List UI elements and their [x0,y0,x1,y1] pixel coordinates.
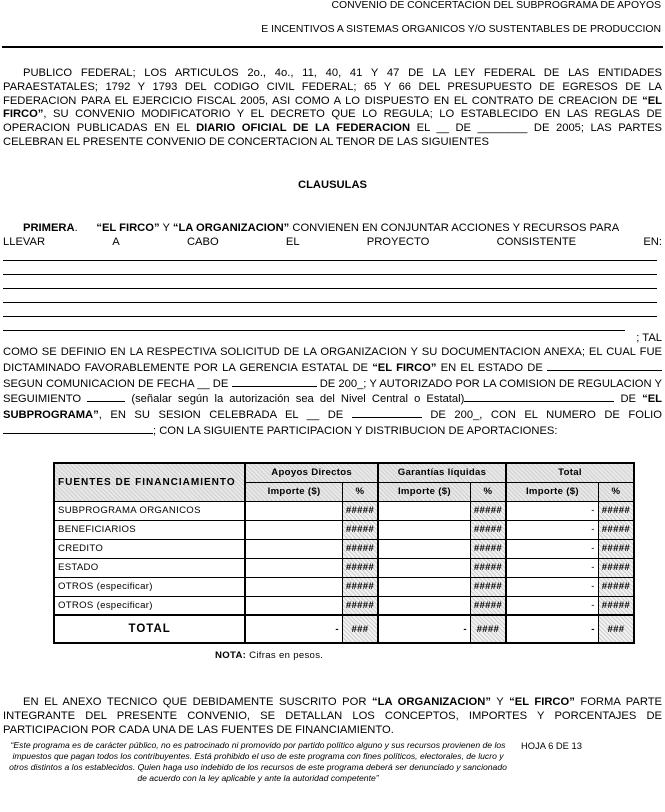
subheader-pct: % [598,482,634,501]
table-row [54,520,634,539]
anexo-paragraph: EN EL ANEXO TECNICO QUE DEBIDAMENTE SUSCRITO POR “LA ORGANIZACION” Y “EL FIRCO” FORMA PARTE INTEGRANTE DEL PRESENTE CONVENIO, SE DETALLAN LOS CONCEPTOS, IMPORTES Y PORCENTAJES DE PARTICIPACION POR CADA UNA DE LAS FUENTES DE FINANCIAMIENTO. [3,696,663,736]
apoyos-pct-cell: ##### [342,539,378,558]
row-label: CREDITO [54,539,245,558]
total-pct-cell: ##### [598,596,634,615]
blank-line[interactable] [3,316,657,317]
table-row [54,596,634,615]
comision-blank[interactable] [87,391,125,402]
table-row [54,539,634,558]
blank-line[interactable] [3,260,657,261]
garantias-pct-cell: ##### [470,558,506,577]
table-row [54,501,634,520]
table-row [54,558,634,577]
subheader-importe: Importe ($) [506,482,598,501]
row-label: SUBPROGRAMA ORGANICOS [54,501,245,520]
tal-text: ; TAL [636,332,662,344]
table-note: NOTA: Cifras en pesos. [215,650,324,661]
total-pct-cell: ##### [598,501,634,520]
apoyos-pct-cell: ##### [342,577,378,596]
blank-line[interactable] [3,274,657,275]
apoyos-importe-cell[interactable] [245,501,342,520]
mes-sesion-blank[interactable] [352,407,422,418]
total-pct-cell: ##### [598,520,634,539]
estado-blank[interactable] [547,360,662,371]
garantias-pct-cell: ##### [470,520,506,539]
dictamen-paragraph: COMO SE DEFINIO EN LA RESPECTIVA SOLICITUD DE LA ORGANIZACION Y SU DOCUMENTACION ANEXA; EL CUAL FUE DICTAMINADO FAVORABLEMENTE POR LA GERENCIA ESTATAL DE “EL FIRCO” EN EL ESTADO DE SEGUN COMUNICACION DE FECHA __ DE DE 200_; Y AUTORIZADO POR LA COMISION DE REGULACION Y SEGUIMIENTO (señalar según la autorización sea del Nivel Central o Estatal) DE “EL SUBPROGRAMA”, EN SU SESION CELEBRADA EL __ DE DE 200_, CON EL NUMERO DE FOLIO ; CON LA SIGUIENTE PARTICIPACION Y DISTRIBUCION DE APORTACIONES: [3,346,663,437]
page-number: HOJA 6 DE 13 [521,740,582,751]
header-total: Total [506,463,634,482]
financing-table [53,462,635,644]
total-pct-cell: ##### [598,577,634,596]
garantias-pct-cell: ##### [470,596,506,615]
garantias-importe-cell[interactable] [378,539,470,558]
row-label: ESTADO [54,558,245,577]
garantias-pct-cell: ##### [470,539,506,558]
footer-legal-note: “Este programa es de carácter público, no es patrocinado ni promovido por partido político alguno y sus recursos provienen de los impuestos que pagan todos los contribuyentes. Está prohibido el uso de este programa con fines políticos, electorales, de lucro y otros distintos a los establecidos. Quien haga uso indebido de los recursos de este programa deberá ser denunciado y sancionado de acuerdo con la ley aplicable y ante la autoridad competente” [9,740,507,783]
subheader-importe: Importe ($) [245,482,342,501]
row-label: BENEFICIARIOS [54,520,245,539]
header-title-line2: E INCENTIVOS A SISTEMAS ORGANICOS Y/O SUSTENTABLES DE PRODUCCION [261,24,661,35]
garantias-importe-cell[interactable] [378,558,470,577]
apoyos-importe-cell[interactable] [245,577,342,596]
primera-paragraph: PRIMERA. “EL FIRCO” Y “LA ORGANIZACION” CONVIENEN EN CONJUNTAR ACCIONES Y RECURSOS PARA LLEVAR A CABO EL PROYECTO CONSISTENTE EN: [3,222,662,248]
blank-line[interactable] [3,330,625,331]
total-apoyos-pct: ### [342,615,378,643]
total-pct-cell: ##### [598,558,634,577]
blank-line[interactable] [3,288,657,289]
header-title-line1: CONVENIO DE CONCERTACION DEL SUBPROGRAMA DE APOYOS [331,0,661,11]
table-row [54,577,634,596]
folio-blank[interactable] [3,423,153,434]
garantias-pct-cell: ##### [470,577,506,596]
total-total-importe: - [506,615,598,643]
apoyos-pct-cell: ##### [342,558,378,577]
apoyos-pct-cell: ##### [342,520,378,539]
total-importe-cell: - [506,558,598,577]
mes-blank[interactable] [232,376,317,387]
apoyos-importe-cell[interactable] [245,596,342,615]
nivel-blank[interactable] [464,391,614,402]
header-fuentes: FUENTES DE FINANCIAMIENTO [54,463,245,501]
header-garantias: Garantías líquidas [378,463,506,482]
total-importe-cell: - [506,520,598,539]
blank-line[interactable] [3,302,657,303]
total-pct-cell: ##### [598,539,634,558]
garantias-importe-cell[interactable] [378,520,470,539]
intro-paragraph: PUBLICO FEDERAL; LOS ARTICULOS 2o., 4o., 11, 40, 41 Y 47 DE LA LEY FEDERAL DE LAS ENTIDADES PARAESTATALES; 1792 Y 1793 DEL CODIGO CIVIL FEDERAL; 65 Y 66 DEL PRESUPUESTO DE EGRESOS DE LA FEDERACION PARA EL EJERCICIO FISCAL 2005, ASI COMO A LO DISPUESTO EN EL CONTRATO DE CREACION DE “EL FIRCO”, SU CONVENIO MODIFICATORIO Y EL DECRETO QUE LO REGULA; LO ESTABLECIDO EN LAS REGLAS DE OPERACION PUBLICADAS EN EL DIARIO OFICIAL DE LA FEDERACION EL __ DE ________ DE 2005; LAS PARTES CELEBRAN EL PRESENTE CONVENIO DE CONCERTACION AL TENOR DE LAS SIGUIENTES [3,67,662,148]
total-importe-cell: - [506,596,598,615]
row-label: OTROS (especificar) [54,596,245,615]
apoyos-pct-cell: ##### [342,596,378,615]
row-label: OTROS (especificar) [54,577,245,596]
total-importe-cell: - [506,577,598,596]
header-apoyos-directos: Apoyos Directos [245,463,378,482]
apoyos-importe-cell[interactable] [245,520,342,539]
total-label: TOTAL [54,615,245,643]
subheader-importe: Importe ($) [378,482,470,501]
clausulas-heading: CLAUSULAS [298,179,367,191]
total-garantias-importe: - [378,615,470,643]
total-importe-cell: - [506,501,598,520]
total-importe-cell: - [506,539,598,558]
subheader-pct: % [342,482,378,501]
apoyos-pct-cell: ##### [342,501,378,520]
header-rule [2,46,663,48]
total-garantias-pct: #### [470,615,506,643]
total-row [54,615,634,643]
subheader-pct: % [470,482,506,501]
garantias-importe-cell[interactable] [378,577,470,596]
total-apoyos-importe: - [245,615,342,643]
garantias-pct-cell: ##### [470,501,506,520]
apoyos-importe-cell[interactable] [245,539,342,558]
garantias-importe-cell[interactable] [378,501,470,520]
garantias-importe-cell[interactable] [378,596,470,615]
total-total-pct: ### [598,615,634,643]
apoyos-importe-cell[interactable] [245,558,342,577]
